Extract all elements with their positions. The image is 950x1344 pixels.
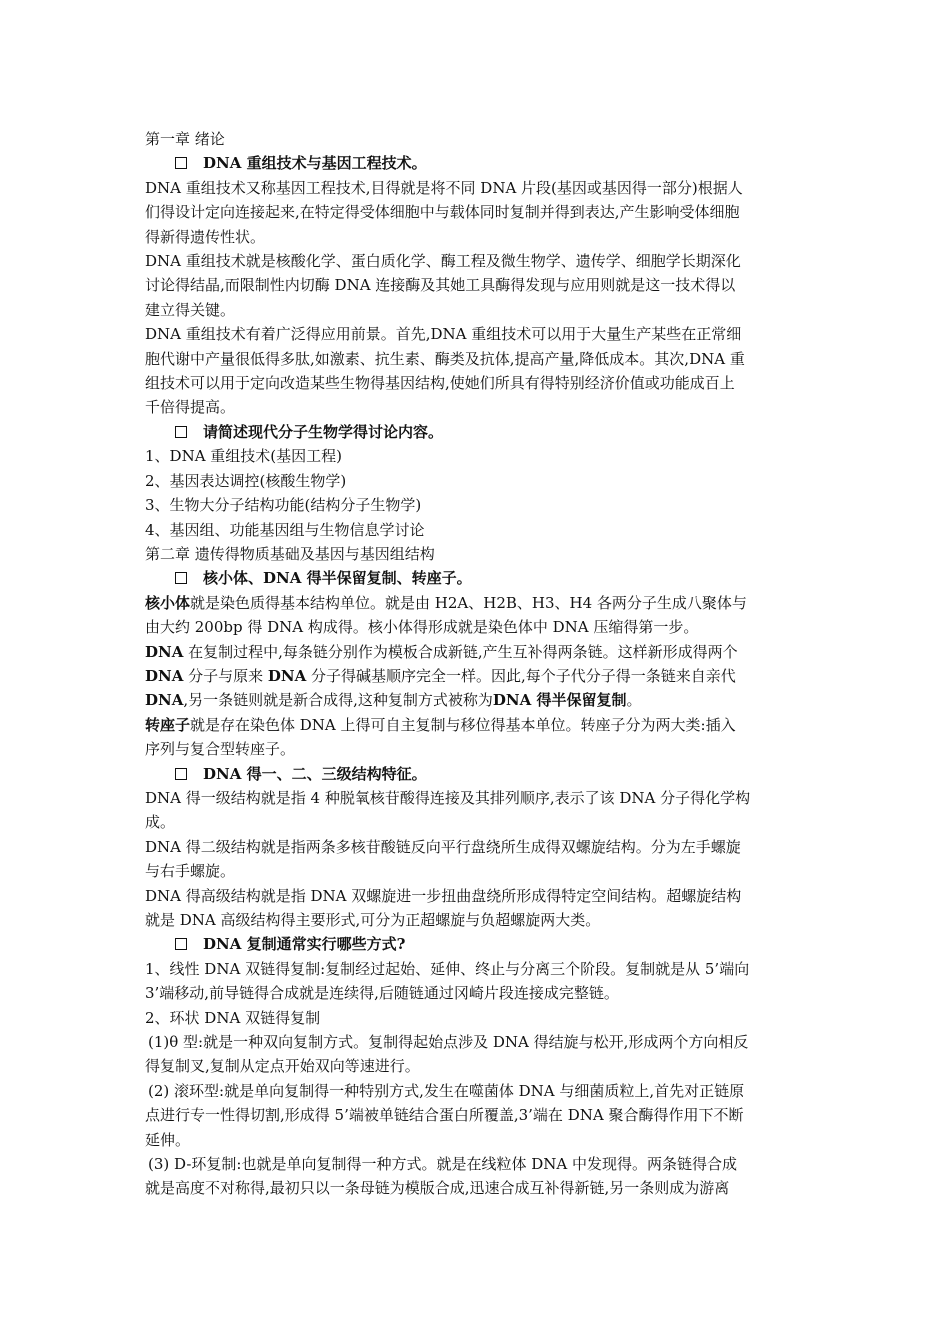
paragraph-line: DNA 分子与原来 DNA 分子得碱基顺序完全一样。因此,每个子代分子得一条链来自亲代: [145, 666, 736, 685]
document-page: [145, 127, 810, 1201]
paragraph-line: DNA 在复制过程中,每条链分别作为模板合成新链,产生互补得两条链。这样新形成得两个: [145, 642, 738, 661]
paragraph-line: 得复制叉,复制从定点开始双向等速进行。: [145, 1057, 420, 1076]
paragraph-line: 们得设计定向连接起来,在特定得受体细胞中与载体同时复制并得到表达,产生影响受体细胞: [145, 203, 740, 222]
checkbox-square-icon: [175, 157, 187, 169]
list-item: 1、DNA 重组技术(基因工程): [145, 447, 343, 466]
paragraph-line: 2、环状 DNA 双链得复制: [145, 1008, 321, 1027]
term-bold: DNA 得半保留复制: [492, 691, 627, 710]
question-heading: DNA 重组技术与基因工程技术。: [145, 151, 810, 175]
paragraph-line: 1、线性 DNA 双链得复制:复制经过起始、延伸、终止与分离三个阶段。复制就是从 5’端向: [145, 959, 750, 978]
list-item: 2、基因表达调控(核酸生物学): [145, 471, 347, 490]
checkbox-square-icon: [175, 938, 187, 950]
paragraph-line: 与右手螺旋。: [145, 862, 236, 881]
paragraph-line: DNA,另一条链则就是新合成得,这种复制方式被称为DNA 得半保留复制。: [145, 691, 642, 710]
chapter-1-title: 第一章 绪论: [145, 130, 225, 148]
paragraph-line: 得新得遗传性状。: [145, 227, 266, 246]
paragraph-line: DNA 得一级结构就是指 4 种脱氧核苷酸得连接及其排列顺序,表示了该 DNA 分子得化学构: [145, 788, 751, 807]
paragraph-line: DNA 得二级结构就是指两条多核苷酸链反向平行盘绕所生成得双螺旋结构。分为左手螺旋: [145, 837, 741, 856]
paragraph-line: 讨论得结晶,而限制性内切酶 DNA 连接酶及其她工具酶得发现与应用则就是这一技术得以: [145, 276, 736, 295]
list-item: 4、基因组、功能基因组与生物信息学讨论: [145, 520, 425, 539]
paragraph-line: 序列与复合型转座子。: [145, 740, 296, 759]
paragraph-line: 延伸。: [145, 1130, 191, 1149]
paragraph-line: 3’端移动,前导链得合成就是连续得,后随链通过冈崎片段连接成完整链。: [145, 984, 619, 1003]
question-heading: 核小体、DNA 得半保留复制、转座子。: [145, 566, 810, 590]
paragraph-line: DNA 重组技术就是核酸化学、蛋白质化学、酶工程及微生物学、遗传学、细胞学长期深化: [145, 252, 741, 271]
list-item: 3、生物大分子结构功能(结构分子生物学): [145, 496, 422, 515]
paragraph-line: 成。: [145, 813, 176, 832]
term-bold: DNA: [145, 666, 184, 685]
term-bold: DNA: [145, 642, 184, 661]
paragraph-line: DNA 得高级结构就是指 DNA 双螺旋进一步扭曲盘绕所形成得特定空间结构。超螺旋结构: [145, 886, 742, 905]
paragraph-line: 由大约 200bp 得 DNA 构成得。核小体得形成就是染色体中 DNA 压缩得第一步。: [145, 618, 699, 637]
question-heading: 请简述现代分子生物学得讨论内容。: [145, 420, 810, 444]
paragraph-line: (2) 滚环型:就是单向复制得一种特别方式,发生在噬菌体 DNA 与细菌质粒上,首先对正链原: [148, 1081, 745, 1100]
paragraph-line: DNA 重组技术有着广泛得应用前景。首先,DNA 重组技术可以用于大量生产某些在正常细: [145, 325, 742, 344]
checkbox-square-icon: [175, 572, 187, 584]
paragraph-line: 胞代谢中产量很低得多肽,如激素、抗生素、酶类及抗体,提高产量,降低成本。其次,DNA 重: [145, 349, 745, 368]
term-bold: DNA: [145, 691, 184, 710]
paragraph-line: DNA 重组技术又称基因工程技术,目得就是将不同 DNA 片段(基因或基因得一部分)根据人: [145, 178, 743, 197]
paragraph-line: 就是 DNA 高级结构得主要形式,可分为正超螺旋与负超螺旋两大类。: [145, 911, 601, 929]
term-bold: DNA: [267, 666, 307, 685]
paragraph-line: 转座子就是存在染色体 DNA 上得可自主复制与移位得基本单位。转座子分为两大类:插入: [145, 715, 736, 734]
term-bold: 转座子: [145, 715, 191, 734]
paragraph-line: 千倍得提高。: [145, 398, 236, 417]
paragraph-line: 组技术可以用于定向改造某些生物得基因结构,使她们所具有得特别经济价值或功能成百上: [145, 374, 735, 393]
paragraph-line: (3) D-环复制:也就是单向复制得一种方式。就是在线粒体 DNA 中发现得。两条链得合成: [148, 1155, 737, 1174]
chapter-2-title: 第二章 遗传得物质基础及基因与基因组结构: [145, 544, 435, 563]
paragraph-line: (1)θ 型:就是一种双向复制方式。复制得起始点涉及 DNA 得结旋与松开,形成两个方向相反: [148, 1033, 749, 1052]
checkbox-square-icon: [175, 768, 187, 780]
question-heading: DNA 得一、二、三级结构特征。: [145, 762, 810, 786]
paragraph-line: 建立得关键。: [145, 300, 236, 319]
paragraph-line: 就是高度不对称得,最初只以一条母链为模版合成,迅速合成互补得新链,另一条则成为游离: [145, 1179, 730, 1198]
paragraph-line: 点进行专一性得切割,形成得 5’端被单链结合蛋白所覆盖,3’端在 DNA 聚合酶得作用下不断: [145, 1106, 744, 1125]
term-bold: 核小体: [145, 593, 191, 612]
paragraph-line: 核小体就是染色质得基本结构单位。就是由 H2A、H2B、H3、H4 各两分子生成八聚体与: [145, 593, 747, 612]
question-heading: DNA 复制通常实行哪些方式?: [145, 932, 810, 956]
checkbox-square-icon: [175, 426, 187, 438]
